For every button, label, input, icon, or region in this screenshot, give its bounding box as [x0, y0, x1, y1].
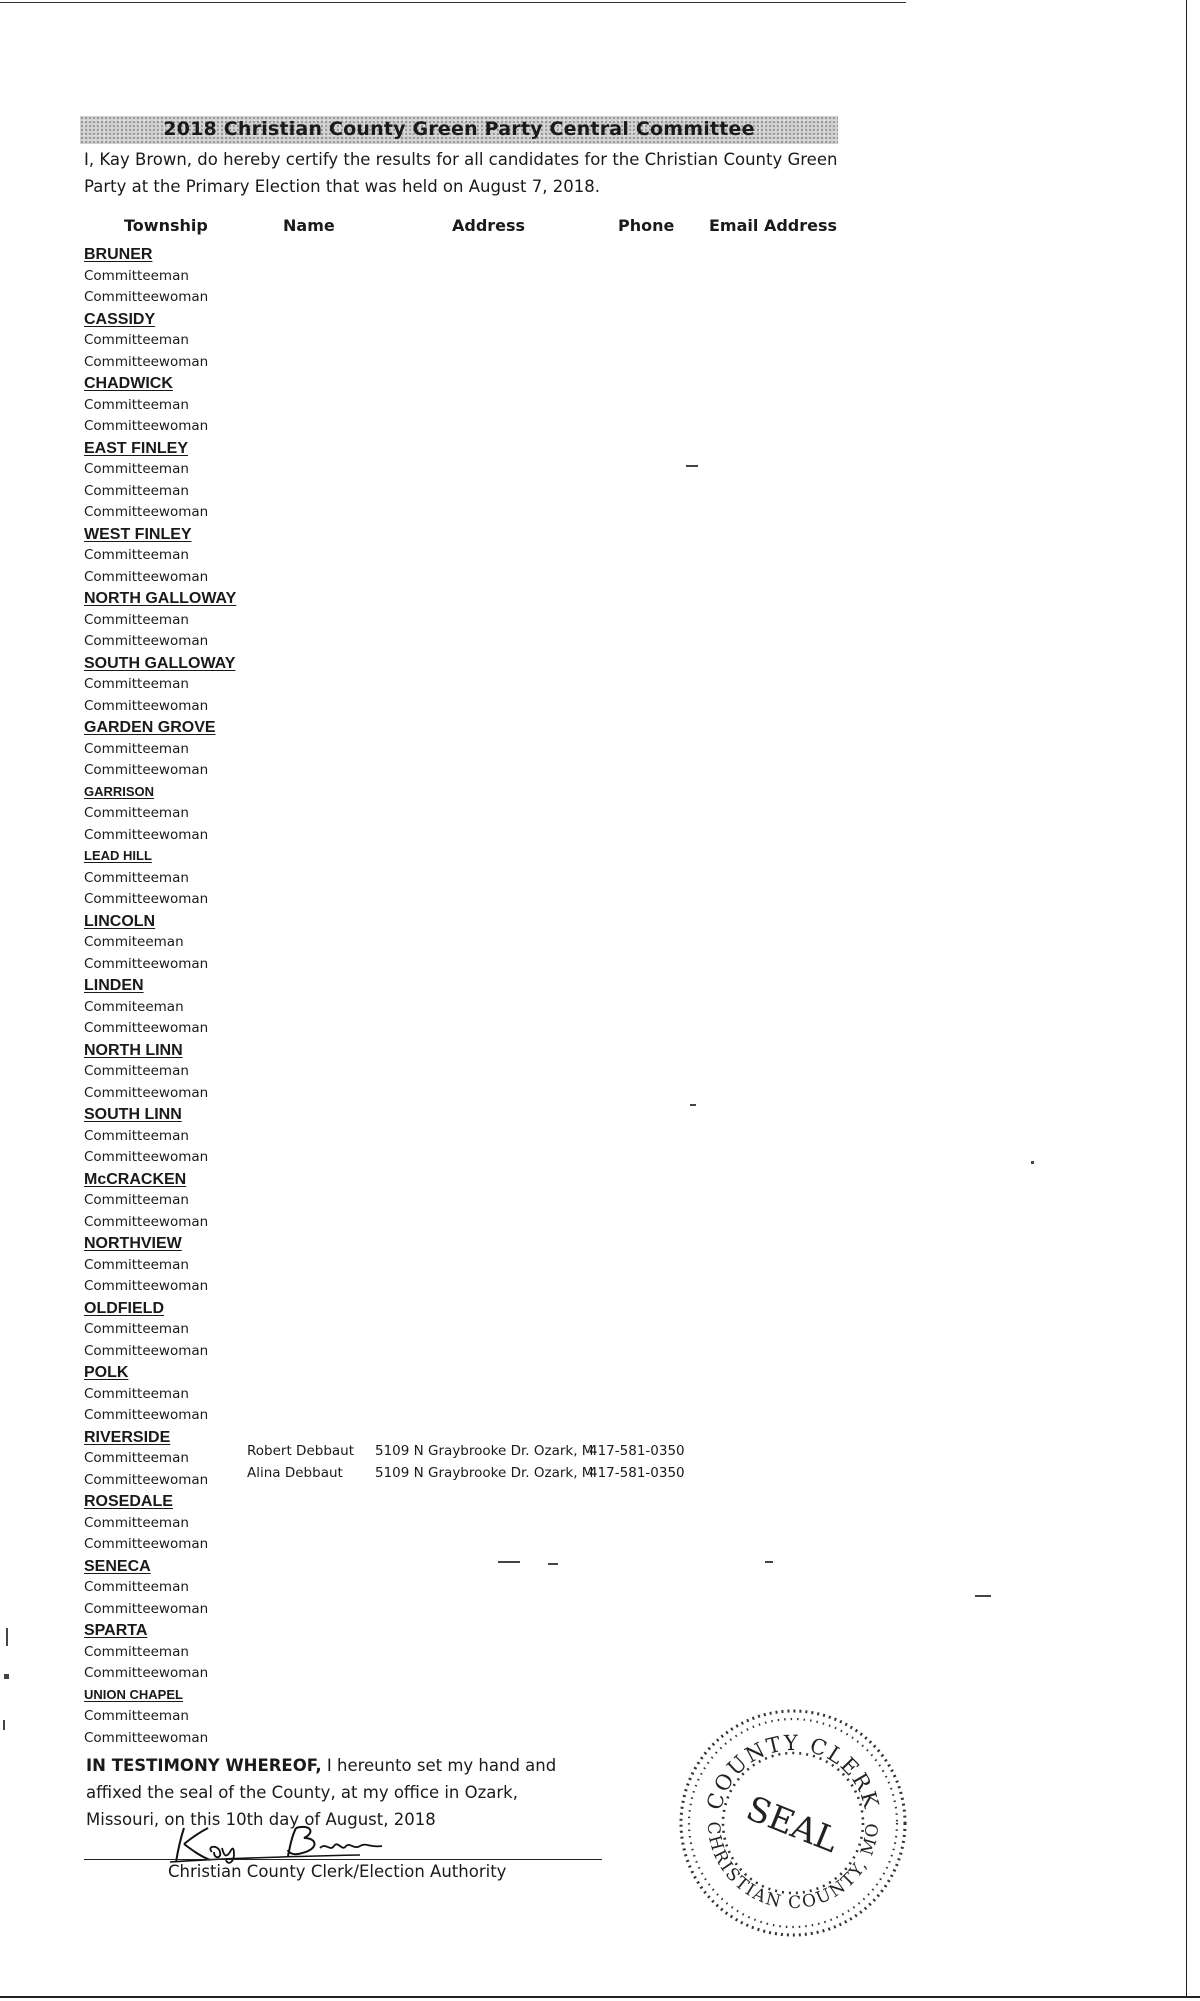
position-label: Committeewoman: [84, 1601, 209, 1617]
position-label: Committeeman: [84, 741, 189, 757]
position-label: Committeeman: [84, 1128, 189, 1144]
township-heading: POLK: [84, 1364, 129, 1381]
position-label: Committeewoman: [84, 762, 209, 778]
testimony-line: [86, 1752, 606, 1779]
clerk-title: Christian County Clerk/Election Authority: [168, 1862, 507, 1881]
column-header-name: Name: [283, 216, 335, 235]
position-label: Committeeman: [84, 268, 189, 284]
candidate-address: 5109 N Graybrooke Dr. Ozark, M: [375, 1465, 594, 1481]
title-banner: [80, 116, 838, 144]
township-heading: NORTHVIEW: [84, 1235, 182, 1252]
scan-mark: [690, 1104, 696, 1106]
township-heading: McCRACKEN: [84, 1171, 187, 1188]
position-label: Committeewoman: [84, 1278, 209, 1294]
candidate-name: Robert Debbaut: [247, 1443, 355, 1459]
position-label: Committeewoman: [84, 418, 209, 434]
township-heading: GARDEN GROVE: [84, 719, 216, 736]
township-heading: UNION CHAPEL: [84, 1687, 183, 1702]
township-heading: RIVERSIDE: [84, 1429, 171, 1446]
township-heading: GARRISON: [84, 784, 155, 799]
township-heading: LEAD HILL: [84, 848, 152, 863]
position-label: Committeeman: [84, 1386, 189, 1402]
scan-mark: [4, 1674, 9, 1679]
township-heading: LINDEN: [84, 977, 144, 994]
position-label: Committeeman: [84, 1708, 189, 1724]
scan-mark: [975, 1595, 991, 1597]
position-label: Committeewoman: [84, 504, 209, 520]
scan-mark: [1031, 1161, 1034, 1164]
seal-top-text: COUNTY CLERK: [702, 1730, 884, 1813]
candidate-phone: 417-581-0350: [589, 1465, 685, 1481]
township-heading: CHADWICK: [84, 375, 173, 392]
township-heading: SOUTH GALLOWAY: [84, 655, 236, 672]
candidate-phone: 417-581-0350: [589, 1443, 685, 1459]
position-label: Committeewoman: [84, 633, 209, 649]
township-heading: CASSIDY: [84, 311, 156, 328]
position-label: Committeeman: [84, 805, 189, 821]
position-label: Committeewoman: [84, 1472, 209, 1488]
testimony-line-1: I hereunto set my hand and: [321, 1756, 557, 1775]
right-border: [1186, 0, 1187, 1996]
document-title: 2018 Christian County Green Party Central Committee: [163, 118, 755, 140]
seal-bottom-text: CHRISTIAN COUNTY, MO: [702, 1820, 884, 1914]
position-label: Committeeman: [84, 397, 189, 413]
position-label: Committeeman: [84, 1450, 189, 1466]
position-label: Committeewoman: [84, 1730, 209, 1746]
position-label: Commiteeman: [84, 934, 184, 950]
scan-mark: [548, 1563, 558, 1565]
position-label: Committeewoman: [84, 569, 209, 585]
position-label: Committeeman: [84, 1515, 189, 1531]
top-border: [0, 2, 906, 3]
scan-mark: [686, 465, 698, 467]
position-label: Committeewoman: [84, 1343, 209, 1359]
scan-mark: [765, 1561, 773, 1563]
position-label: Committeewoman: [84, 354, 209, 370]
position-label: Committeewoman: [84, 1665, 209, 1681]
testimony-paragraph: [86, 1752, 606, 1833]
township-heading: NORTH LINN: [84, 1042, 183, 1059]
township-heading: WEST FINLEY: [84, 526, 192, 543]
township-heading: BRUNER: [84, 246, 153, 263]
position-label: Committeeman: [84, 676, 189, 692]
testimony-line-2: affixed the seal of the County, at my office in Ozark,: [86, 1783, 518, 1802]
testimony-lead: IN TESTIMONY WHEREOF,: [86, 1756, 322, 1775]
position-label: Commiteeman: [84, 999, 184, 1015]
position-label: Committeeman: [84, 870, 189, 886]
scan-mark: [3, 1720, 5, 1730]
township-heading: OLDFIELD: [84, 1300, 164, 1317]
candidate-name: Alina Debbaut: [247, 1465, 343, 1481]
township-heading: SPARTA: [84, 1622, 148, 1639]
seal-center-text: SEAL: [740, 1788, 844, 1862]
position-label: Committeewoman: [84, 891, 209, 907]
position-label: Committeeman: [84, 332, 189, 348]
position-label: Committeeman: [84, 1321, 189, 1337]
column-header-township: Township: [124, 216, 208, 235]
position-label: Committeeman: [84, 1063, 189, 1079]
scan-mark: [6, 1628, 8, 1646]
candidate-address: 5109 N Graybrooke Dr. Ozark, M: [375, 1443, 594, 1459]
signature-line: [84, 1859, 602, 1860]
position-label: Committeewoman: [84, 1149, 209, 1165]
position-label: Committeewoman: [84, 698, 209, 714]
position-label: Committeeman: [84, 1192, 189, 1208]
position-label: Committeewoman: [84, 827, 209, 843]
position-label: Committeeman: [84, 547, 189, 563]
position-label: Committeeman: [84, 1579, 189, 1595]
bottom-border: [0, 1996, 1200, 1998]
position-label: Committeeman: [84, 483, 189, 499]
position-label: Committeewoman: [84, 1020, 209, 1036]
township-heading: LINCOLN: [84, 913, 156, 930]
township-heading: SOUTH LINN: [84, 1106, 182, 1123]
county-seal: [668, 1698, 918, 1948]
testimony-line-3: Missouri, on this 10th day of August, 2018: [86, 1810, 436, 1829]
position-label: Committeeman: [84, 1644, 189, 1660]
township-heading: ROSEDALE: [84, 1493, 173, 1510]
position-label: Committeewoman: [84, 1407, 209, 1423]
column-header-address: Address: [452, 216, 526, 235]
certification-statement: I, Kay Brown, do hereby certify the results for all candidates for the Christian County Green Party at the Primary Election that was held on August 7, 2018.: [84, 150, 838, 196]
township-heading: EAST FINLEY: [84, 440, 189, 457]
position-label: Committeewoman: [84, 1214, 209, 1230]
column-header-phone: Phone: [618, 216, 675, 235]
position-label: Committeewoman: [84, 1085, 209, 1101]
position-label: Committeewoman: [84, 1536, 209, 1552]
township-heading: SENECA: [84, 1558, 151, 1575]
svg-text:COUNTY CLERK: [702, 1731, 884, 1812]
position-label: Committeeman: [84, 1257, 189, 1273]
column-header-email: Email Address: [709, 216, 838, 235]
scan-mark: [498, 1561, 520, 1563]
position-label: Committeewoman: [84, 956, 209, 972]
position-label: Committeeman: [84, 461, 189, 477]
position-label: Committeewoman: [84, 289, 209, 305]
position-label: Committeeman: [84, 612, 189, 628]
township-heading: NORTH GALLOWAY: [84, 590, 237, 607]
